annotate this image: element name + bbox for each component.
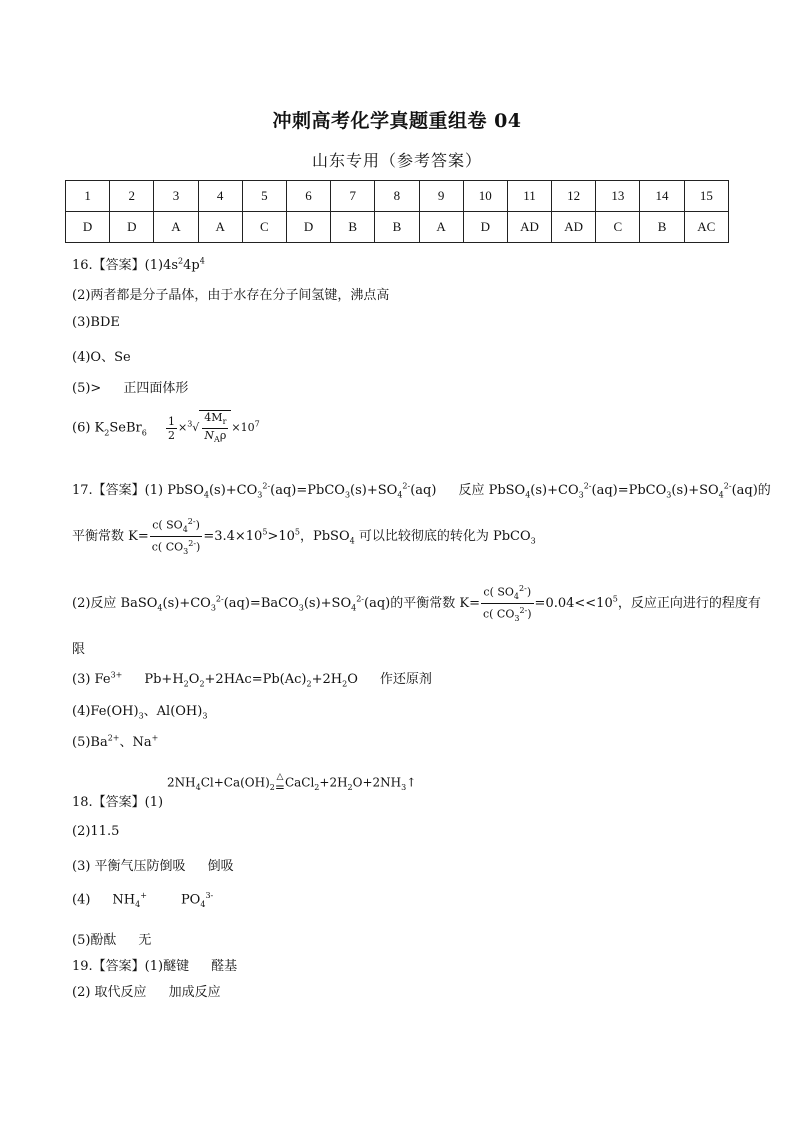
question-number-cell: 12 <box>552 181 596 212</box>
q17-part5: $(5)Ba^{2+}$、Na+ <box>72 733 159 750</box>
q17-line1: 17.【答案】(1) $PbSO_4(s)+CO_3^{2-}(aq)=PbCO_3(s)+SO_4^{2-}(aq)$ 反应 $PbSO_4(s)+CO_3^{2-}(aq)=PbCO_3(s)+SO_4^{2-}(aq)$的 <box>72 481 771 500</box>
answer-cell: D <box>463 212 507 243</box>
question-number-cell: 9 <box>419 181 463 212</box>
question-number-cell: 2 <box>110 181 154 212</box>
answer-cell: A <box>154 212 198 243</box>
q16-part3: (3)BDE <box>72 315 120 330</box>
answer-cell: C <box>596 212 640 243</box>
q18-part3: (3) 平衡气压防倒吸 倒吸 <box>72 859 234 874</box>
q18-part4: (4) $NH_4^+$ $PO_4^{3-}$ <box>72 891 214 909</box>
answer-cell: D <box>110 212 154 243</box>
answer-cell: B <box>331 212 375 243</box>
q16-part5: (5)> 正四面体形 <box>72 381 189 396</box>
q16-part2: (2)两者都是分子晶体，由于水存在分子间氢键，沸点高 <box>72 288 390 303</box>
q19-part2: (2) 取代反应 加成反应 <box>72 985 221 1000</box>
q18-part1: 18.【答案】(1) <box>72 795 164 810</box>
answer-cell: B <box>640 212 684 243</box>
q16-part1: 16.【答案】$(1)4s^24p^4$ <box>72 256 205 273</box>
q17-line3: (2)反应 $BaSO_4(s)+CO_3^{2-}(aq)=BaCO_3(s)+SO_4^{2-}(aq)$的平衡常数 K= $\frac{c( SO_4^{2-})}{c( CO_3^{2-})}$ $=0.04<<10^5$，反应正向进行的程度有 <box>72 584 761 623</box>
question-number-cell: 14 <box>640 181 684 212</box>
question-number-cell: 10 <box>463 181 507 212</box>
q17-line2: 平衡常数 K= $\frac{c( SO_4^{2-})}{c( CO_3^{2-})}$ $=3.4\times 10^5>10^5$，PbSO$_4$ 可以比较彻底的转化为 PbCO$_3$ <box>72 517 536 556</box>
answer-cell: AD <box>507 212 551 243</box>
page-title: 冲刺高考化学真题重组卷 04 <box>272 110 522 132</box>
answer-cell: D <box>66 212 110 243</box>
q18-equation: $2NH_4Cl+Ca(OH)_2$ △ = $CaCl_2+2H_2O+2NH_3↑$ <box>167 772 417 794</box>
q19-part1: 19.【答案】(1)醚键 醛基 <box>72 959 238 974</box>
answer-table-number-row <box>66 181 729 212</box>
answer-table-answer-row <box>66 212 729 243</box>
answer-cell: B <box>375 212 419 243</box>
q17-part4: $(4)Fe(OH)_3$、$Al(OH)_3$ <box>72 704 208 721</box>
q16-density-formula: $\frac{1}{2}$ ×$^3$√ $\frac{4M_r}{N_A\rho}$ $\times 10^7$ <box>167 411 260 445</box>
q18-part2: (2)11.5 <box>72 824 120 839</box>
question-number-cell: 6 <box>286 181 330 212</box>
answer-table <box>65 180 729 243</box>
q17-line4: 限 <box>72 642 86 657</box>
q17-k-fraction: $\frac{c( SO_4^{2-})}{c( CO_3^{2-})}$ <box>151 517 201 556</box>
q17-part3: (3) $Fe^{3+}$ $Pb+H_2O_2+2HAc=Pb(Ac)_2+2H_2O$ 作还原剂 <box>72 670 432 689</box>
question-number-cell: 8 <box>375 181 419 212</box>
q16-part6: (6) $K_2SeBr_6$ $\frac{1}{2}$ ×$^3$√ $\frac{4M_r}{N_A\rho}$ $\times 10^7$ <box>72 411 260 445</box>
question-number-cell: 7 <box>331 181 375 212</box>
question-number-cell: 3 <box>154 181 198 212</box>
question-number-cell: 5 <box>242 181 286 212</box>
question-number-cell: 11 <box>507 181 551 212</box>
answer-cell: D <box>286 212 330 243</box>
question-number-cell: 4 <box>198 181 242 212</box>
q17-k2-fraction: $\frac{c( SO_4^{2-})}{c( CO_3^{2-})}$ <box>482 584 532 623</box>
answer-cell: A <box>419 212 463 243</box>
answer-cell: AD <box>552 212 596 243</box>
page-subtitle: 山东专用（参考答案） <box>311 151 482 170</box>
answer-cell: C <box>242 212 286 243</box>
question-number-cell: 1 <box>66 181 110 212</box>
answer-cell: AC <box>684 212 728 243</box>
question-number-cell: 13 <box>596 181 640 212</box>
q16-part4: (4)O、Se <box>72 350 131 365</box>
question-number-cell: 15 <box>684 181 728 212</box>
answer-cell: A <box>198 212 242 243</box>
q18-part5: (5)酚酞 无 <box>72 933 152 948</box>
